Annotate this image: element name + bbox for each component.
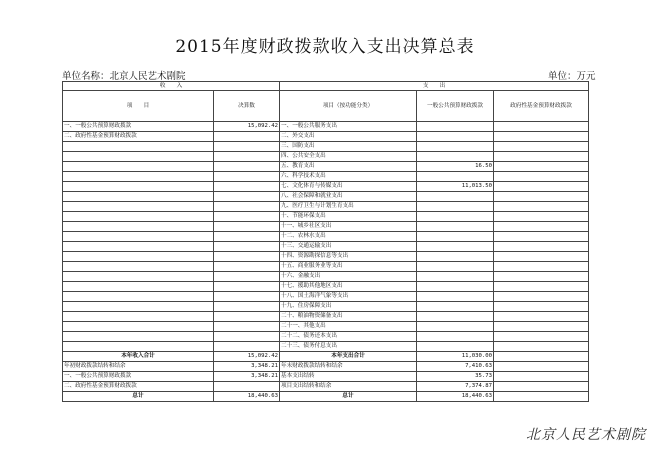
income-item-cell <box>63 192 214 202</box>
income-item-cell <box>63 272 214 282</box>
expense-header: 支 出 <box>280 82 589 91</box>
expense-general-cell <box>417 142 494 152</box>
income-value-cell <box>214 162 280 172</box>
summary-expense-general: 7,374.87 <box>417 382 494 392</box>
expense-general-cell <box>417 212 494 222</box>
expense-item-cell: 一、一般公共服务支出 <box>280 122 417 132</box>
expense-fund-cell <box>494 232 589 242</box>
summary-income-value <box>214 382 280 392</box>
expense-general-cell <box>417 152 494 162</box>
table-row <box>63 272 589 282</box>
expense-fund-cell <box>494 252 589 262</box>
table-row <box>63 132 589 142</box>
income-item-cell <box>63 162 214 172</box>
income-item-cell <box>63 242 214 252</box>
income-item-cell <box>63 212 214 222</box>
income-value-cell <box>214 302 280 312</box>
income-value-cell <box>214 272 280 282</box>
table-row <box>63 282 589 292</box>
summary-expense-general: 7,410.63 <box>417 362 494 372</box>
expense-item-cell: 十九、住房保障支出 <box>280 302 417 312</box>
expense-item-cell: 六、科学技术支出 <box>280 172 417 182</box>
summary-expense-label: 项目支出结转和结余 <box>280 382 417 392</box>
expense-general-cell <box>417 222 494 232</box>
summary-expense-general: 18,440.63 <box>417 392 494 402</box>
expense-general-cell <box>417 302 494 312</box>
expense-general-cell <box>417 202 494 212</box>
income-value-cell <box>214 312 280 322</box>
fund-budget-header: 政府性基金预算财政拨款 <box>494 91 589 122</box>
expense-item-cell: 十三、交通运输支出 <box>280 242 417 252</box>
summary-expense-label: 本年支出合计 <box>280 352 417 362</box>
summary-row <box>63 392 589 402</box>
income-item-cell: 一、一般公共预算财政拨款 <box>63 122 214 132</box>
expense-general-cell <box>417 192 494 202</box>
currency-unit: 单位：万元 <box>548 71 596 82</box>
table-row <box>63 312 589 322</box>
summary-income-value: 3,348.21 <box>214 362 280 372</box>
final-amount-header: 决算数 <box>214 91 280 122</box>
income-item-cell <box>63 262 214 272</box>
table-row <box>63 262 589 272</box>
expense-general-cell <box>417 172 494 182</box>
table-row <box>63 162 589 172</box>
table-row <box>63 342 589 352</box>
table-row <box>63 242 589 252</box>
table-row <box>63 202 589 212</box>
income-value-cell <box>214 212 280 222</box>
income-value-cell <box>214 342 280 352</box>
expense-fund-cell <box>494 122 589 132</box>
income-value-cell <box>214 222 280 232</box>
expense-item-cell: 二十一、其他支出 <box>280 322 417 332</box>
expense-general-cell: 16.50 <box>417 162 494 172</box>
table-row <box>63 232 589 242</box>
expense-fund-cell <box>494 342 589 352</box>
expense-general-cell <box>417 232 494 242</box>
expense-item-cell: 五、教育支出 <box>280 162 417 172</box>
table-row <box>63 332 589 342</box>
header-row-2 <box>63 91 589 122</box>
expense-fund-cell <box>494 242 589 252</box>
expense-fund-cell <box>494 312 589 322</box>
header-row-1 <box>63 82 589 91</box>
summary-income-label: 一、一般公共预算财政拨款 <box>63 372 214 382</box>
table-row <box>63 302 589 312</box>
income-item-cell: 二、政府性基金预算财政拨款 <box>63 132 214 142</box>
summary-expense-fund <box>494 382 589 392</box>
income-header: 收 入 <box>63 82 280 91</box>
summary-expense-fund <box>494 372 589 382</box>
table-row <box>63 322 589 332</box>
expense-fund-cell <box>494 272 589 282</box>
income-value-cell: 15,092.42 <box>214 122 280 132</box>
expense-item-cell: 十五、商业服务业等支出 <box>280 262 417 272</box>
item-by-function-header: 项目（按功能分类） <box>280 91 417 122</box>
summary-income-label: 年初财政拨款结转和结余 <box>63 362 214 372</box>
income-item-cell <box>63 332 214 342</box>
expense-fund-cell <box>494 302 589 312</box>
income-value-cell <box>214 202 280 212</box>
expense-general-cell <box>417 332 494 342</box>
expense-item-cell: 十四、资源勘探信息等支出 <box>280 252 417 262</box>
table-row <box>63 122 589 132</box>
income-value-cell <box>214 262 280 272</box>
summary-expense-fund <box>494 392 589 402</box>
income-value-cell <box>214 252 280 262</box>
expense-item-cell: 十六、金融支出 <box>280 272 417 282</box>
income-value-cell <box>214 322 280 332</box>
table-row <box>63 182 589 192</box>
income-item-cell <box>63 282 214 292</box>
expense-item-cell: 二十、粮油物资储备支出 <box>280 312 417 322</box>
expense-item-cell: 十二、农林水支出 <box>280 232 417 242</box>
expense-general-cell <box>417 122 494 132</box>
expense-general-cell <box>417 132 494 142</box>
expense-fund-cell <box>494 172 589 182</box>
income-value-cell <box>214 132 280 142</box>
income-value-cell <box>214 172 280 182</box>
expense-item-cell: 二十二、债务还本支出 <box>280 332 417 342</box>
income-value-cell <box>214 292 280 302</box>
income-item-cell <box>63 142 214 152</box>
summary-row <box>63 352 589 362</box>
expense-fund-cell <box>494 162 589 172</box>
summary-expense-fund <box>494 352 589 362</box>
expense-fund-cell <box>494 212 589 222</box>
income-item-cell <box>63 232 214 242</box>
summary-expense-label: 年末财政拨款结转和结余 <box>280 362 417 372</box>
expense-item-cell: 二、外交支出 <box>280 132 417 142</box>
summary-row <box>63 362 589 372</box>
summary-expense-general: 11,030.00 <box>417 352 494 362</box>
expense-general-cell <box>417 272 494 282</box>
expense-fund-cell <box>494 152 589 162</box>
institution-seal: 北京人民艺术剧院 <box>526 427 646 443</box>
income-value-cell <box>214 232 280 242</box>
table-row <box>63 292 589 302</box>
summary-income-value: 18,440.63 <box>214 392 280 402</box>
table-row <box>63 172 589 182</box>
expense-item-cell: 三、国防支出 <box>280 142 417 152</box>
expense-fund-cell <box>494 282 589 292</box>
income-item-cell <box>63 302 214 312</box>
summary-income-label: 二、政府性基金预算财政拨款 <box>63 382 214 392</box>
expense-general-cell <box>417 262 494 272</box>
expense-fund-cell <box>494 202 589 212</box>
expense-general-cell <box>417 242 494 252</box>
page-title: 2015年度财政拨款收入支出决算总表 <box>175 37 475 57</box>
expense-general-cell <box>417 312 494 322</box>
income-item-cell <box>63 322 214 332</box>
expense-fund-cell <box>494 262 589 272</box>
summary-income-value: 15,092.42 <box>214 352 280 362</box>
summary-expense-label: 总计 <box>280 392 417 402</box>
expense-item-cell: 十八、国土海洋气象等支出 <box>280 292 417 302</box>
expense-fund-cell <box>494 192 589 202</box>
income-value-cell <box>214 282 280 292</box>
income-item-cell <box>63 152 214 162</box>
summary-expense-fund <box>494 362 589 372</box>
income-item-cell <box>63 252 214 262</box>
expense-item-cell: 七、文化体育与传媒支出 <box>280 182 417 192</box>
income-item-cell <box>63 292 214 302</box>
expense-item-cell: 十一、城乡社区支出 <box>280 222 417 232</box>
expense-general-cell <box>417 342 494 352</box>
expense-fund-cell <box>494 142 589 152</box>
expense-general-cell <box>417 282 494 292</box>
summary-expense-label: 基本支出结转 <box>280 372 417 382</box>
expense-fund-cell <box>494 292 589 302</box>
summary-income-value: 3,348.21 <box>214 372 280 382</box>
income-value-cell <box>214 242 280 252</box>
income-value-cell <box>214 192 280 202</box>
expense-general-cell <box>417 322 494 332</box>
budget-table <box>62 81 589 402</box>
income-value-cell <box>214 152 280 162</box>
expense-general-cell: 11,013.50 <box>417 182 494 192</box>
expense-item-cell: 二十三、债务付息支出 <box>280 342 417 352</box>
expense-item-cell: 八、社会保障和就业支出 <box>280 192 417 202</box>
expense-item-cell: 四、公共安全支出 <box>280 152 417 162</box>
expense-fund-cell <box>494 132 589 142</box>
expense-item-cell: 九、医疗卫生与计划生育支出 <box>280 202 417 212</box>
table-row <box>63 222 589 232</box>
income-item-cell <box>63 222 214 232</box>
expense-fund-cell <box>494 322 589 332</box>
table-row <box>63 252 589 262</box>
summary-row <box>63 382 589 392</box>
income-item-cell <box>63 342 214 352</box>
table-row <box>63 152 589 162</box>
income-item-cell <box>63 172 214 182</box>
income-value-cell <box>214 332 280 342</box>
income-item-cell <box>63 312 214 322</box>
unit-name: 单位名称：北京人民艺术剧院 <box>62 71 186 82</box>
table-row <box>63 212 589 222</box>
expense-general-cell <box>417 292 494 302</box>
expense-fund-cell <box>494 332 589 342</box>
expense-fund-cell <box>494 222 589 232</box>
table-row <box>63 192 589 202</box>
expense-item-cell: 十七、援助其他地区支出 <box>280 282 417 292</box>
general-budget-header: 一般公共预算财政拨款 <box>417 91 494 122</box>
item-header: 项 目 <box>63 91 214 122</box>
income-value-cell <box>214 182 280 192</box>
table-row <box>63 142 589 152</box>
summary-expense-general: 35.73 <box>417 372 494 382</box>
income-item-cell <box>63 182 214 192</box>
expense-item-cell: 十、节能环保支出 <box>280 212 417 222</box>
summary-income-label: 总计 <box>63 392 214 402</box>
expense-general-cell <box>417 252 494 262</box>
income-value-cell <box>214 142 280 152</box>
summary-income-label: 本年收入合计 <box>63 352 214 362</box>
income-item-cell <box>63 202 214 212</box>
expense-fund-cell <box>494 182 589 192</box>
summary-row <box>63 372 589 382</box>
